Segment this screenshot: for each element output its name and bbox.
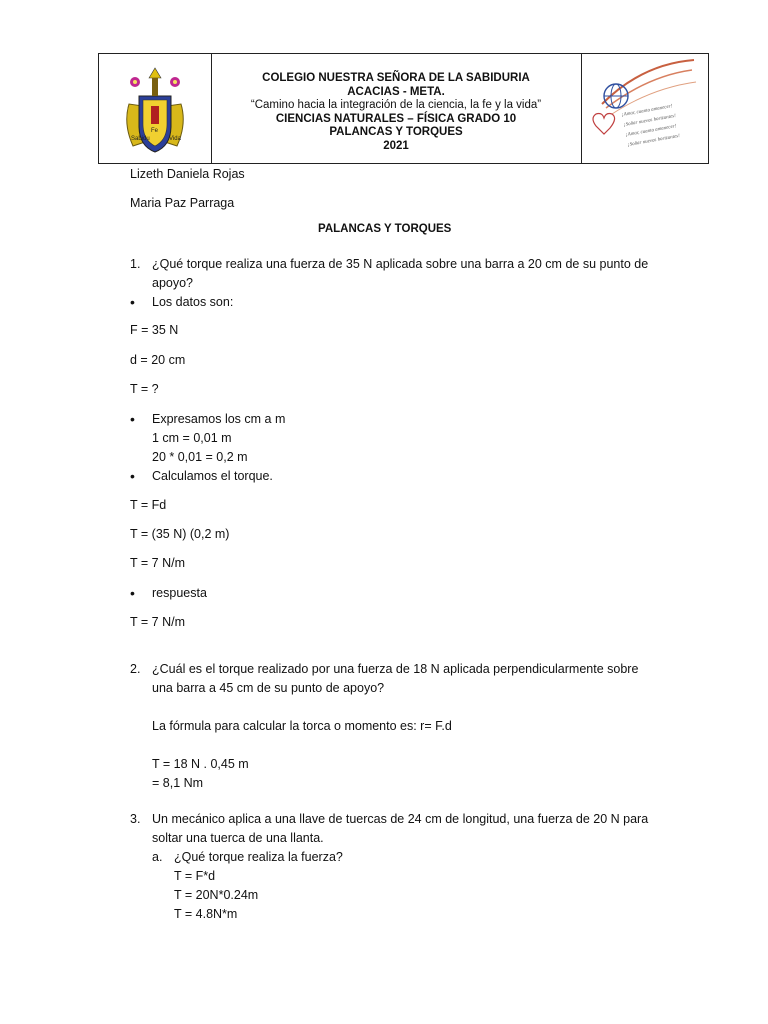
svg-text:¡Amar, cuanto amanecer!: ¡Amar, cuanto amanecer! xyxy=(625,124,677,138)
q3-question-line2: soltar una tuerca de una llanta. xyxy=(152,831,324,845)
q1-distance: d = 20 cm xyxy=(130,353,186,367)
header-table xyxy=(98,53,709,164)
q2-question-line1: ¿Cuál es el torque realizado por una fuerza de 18 N aplicada perpendicularmente sobre xyxy=(152,662,639,676)
q3-sub-a-question: ¿Qué torque realiza la fuerza? xyxy=(174,850,343,864)
q1-calculamos: Calculamos el torque. xyxy=(152,469,273,483)
q3-sub-a-label: a. xyxy=(152,850,163,864)
svg-text:¡Soñar nuevos horizontes!: ¡Soñar nuevos horizontes! xyxy=(623,113,677,128)
q2-number: 2. xyxy=(130,662,141,676)
q1-question-line2: apoyo? xyxy=(152,276,194,290)
school-city: ACACIAS - META. xyxy=(347,85,445,98)
q1-torque-unknown: T = ? xyxy=(130,382,159,396)
q1-number: 1. xyxy=(130,257,141,271)
subject-line: CIENCIAS NATURALES – FÍSICA GRADO 10 xyxy=(275,112,517,125)
bullet-icon: • xyxy=(130,585,135,601)
q1-conversion-1: 1 cm = 0,01 m xyxy=(152,431,232,445)
q1-substitution: T = (35 N) (0,2 m) xyxy=(130,527,230,541)
school-name: COLEGIO NUESTRA SEÑORA DE LA SABIDURIA xyxy=(262,72,530,84)
school-crest-cell xyxy=(99,54,212,163)
svg-text:Vida: Vida xyxy=(169,136,181,142)
student-name-2: Maria Paz Parraga xyxy=(130,196,235,210)
q3-question-line1: Un mecánico aplica a una llave de tuercas de 24 cm de longitud, una fuerza de 20 N para xyxy=(152,812,649,826)
q1-result: T = 7 N/m xyxy=(130,556,185,570)
q2-calc-2: = 8,1 Nm xyxy=(152,776,204,790)
q2-calc-1: T = 18 N . 0,45 m xyxy=(152,757,249,771)
year-line: 2021 xyxy=(383,139,409,152)
globe-heart-logo-icon xyxy=(582,54,709,163)
student-name-1: Lizeth Daniela Rojas xyxy=(130,167,245,181)
q1-final-answer: T = 7 N/m xyxy=(130,615,185,629)
q1-question-line1: ¿Qué torque realiza una fuerza de 35 N aplicada sobre una barra a 20 cm de su punto de xyxy=(152,257,649,271)
school-motto: “Camino hacia la integración de la ciencia, la fe y la vida” xyxy=(250,99,542,111)
bullet-icon: • xyxy=(130,468,135,484)
svg-text:¡Amar, cuanto amanecer!: ¡Amar, cuanto amanecer! xyxy=(621,104,673,118)
q3-a-line1: T = F*d xyxy=(174,869,216,883)
topic-line: PALANCAS Y TORQUES xyxy=(329,126,463,138)
document-title: PALANCAS Y TORQUES xyxy=(318,223,452,235)
bullet-icon: • xyxy=(130,411,135,427)
q2-formula-text: La fórmula para calcular la torca o momento es: r= F.d xyxy=(152,719,452,733)
q3-number: 3. xyxy=(130,812,141,826)
svg-text:Sabidu: Sabidu xyxy=(131,136,150,142)
bullet-icon: • xyxy=(130,294,135,310)
q1-formula: T = Fd xyxy=(130,498,167,512)
q1-force: F = 35 N xyxy=(130,323,179,337)
q1-respuesta: respuesta xyxy=(152,586,207,600)
q1-datos: Los datos son: xyxy=(152,295,234,309)
q3-a-line3: T = 4.8N*m xyxy=(174,907,238,921)
svg-text:Fe: Fe xyxy=(151,128,159,134)
q3-a-line2: T = 20N*0.24m xyxy=(174,888,259,902)
right-logo-cell xyxy=(581,54,709,163)
svg-text:¡Soñar nuevos horizontes!: ¡Soñar nuevos horizontes! xyxy=(627,133,681,148)
q1-expresamos: Expresamos los cm a m xyxy=(152,412,286,426)
school-crest-icon xyxy=(99,54,211,163)
q2-question-line2: una barra a 45 cm de su punto de apoyo? xyxy=(152,681,385,695)
q1-conversion-2: 20 * 0,01 = 0,2 m xyxy=(152,450,248,464)
header-text xyxy=(211,72,581,153)
